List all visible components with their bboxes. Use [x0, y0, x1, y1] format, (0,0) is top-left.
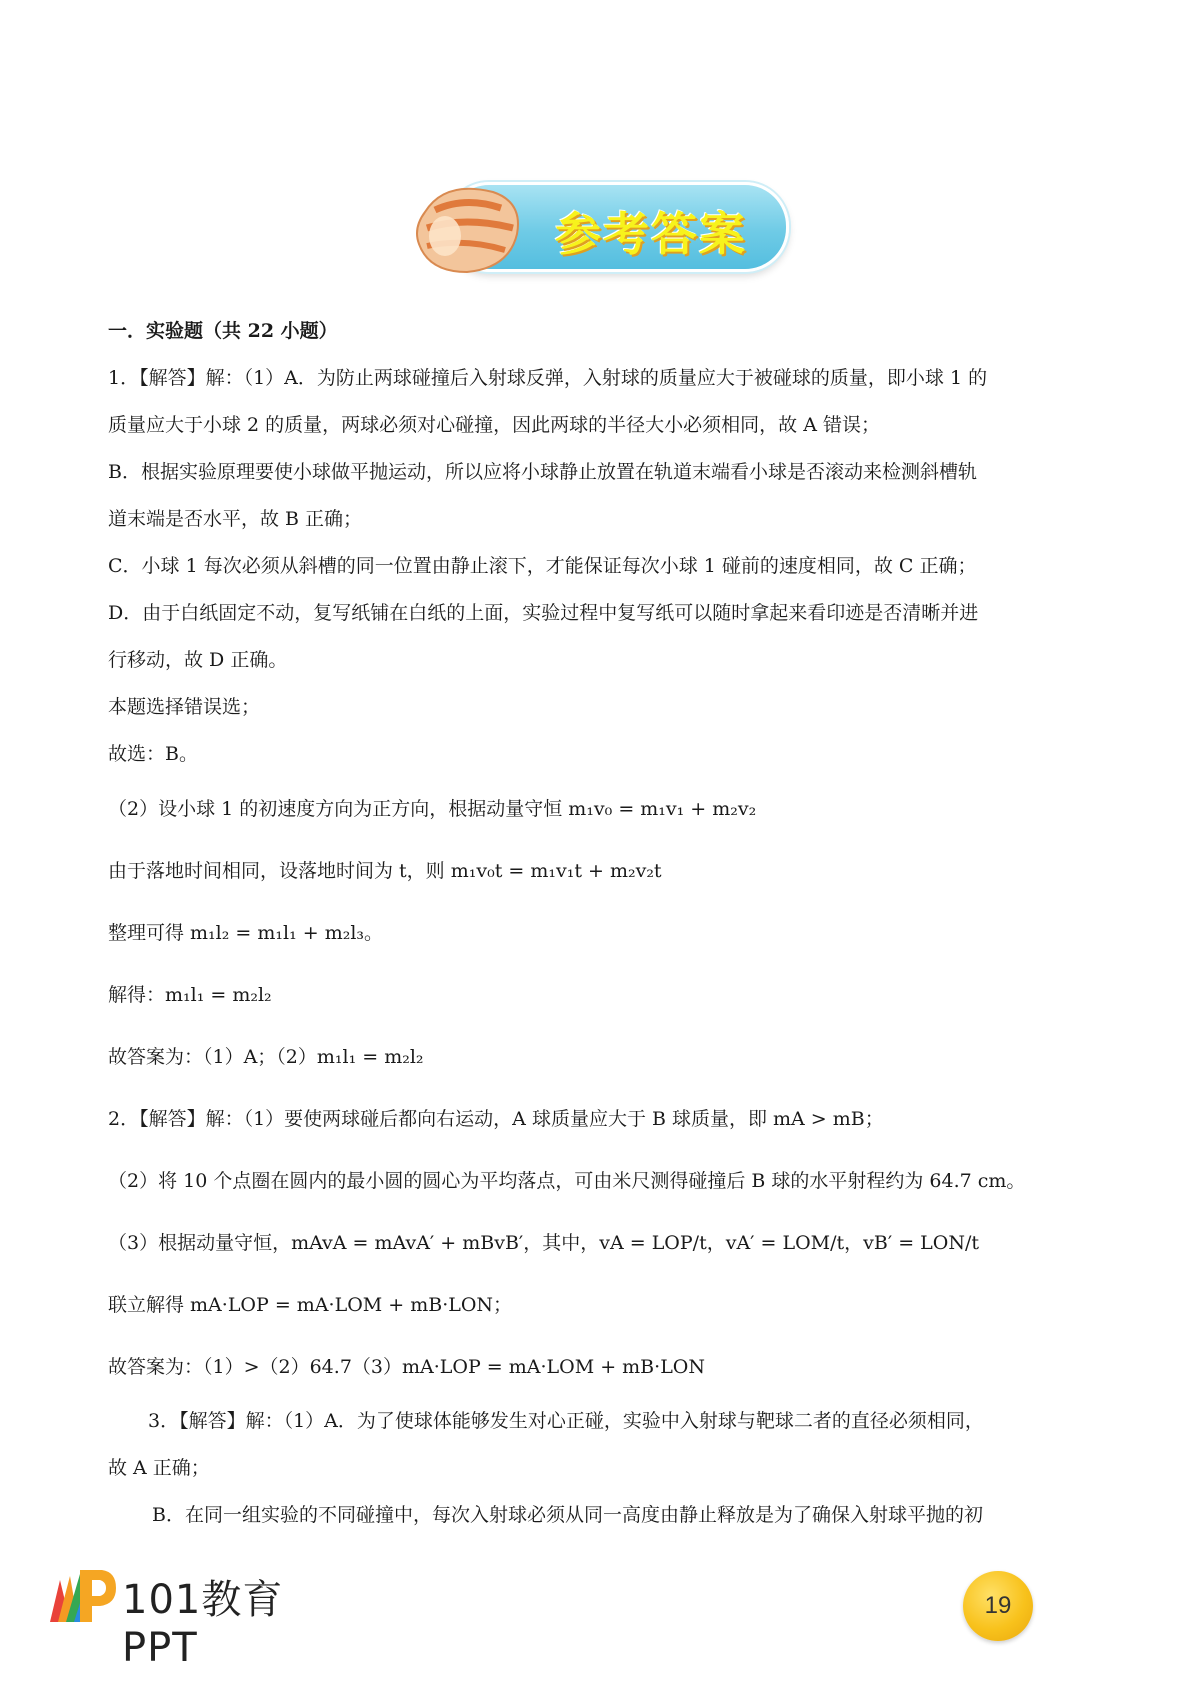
- q1-line-1: 1．【解答】解：（1）A．为防止两球碰撞后入射球反弹，入射球的质量应大于被碰球的质量，即小球 1 的: [108, 367, 988, 389]
- q1-line-7: 行移动，故 D 正确。: [108, 649, 288, 671]
- q1-line-4: 道末端是否水平，故 B 正确；: [108, 508, 363, 530]
- q1-line-8: 本题选择错误选；: [108, 696, 261, 718]
- seashell-icon: [405, 172, 533, 284]
- q3-line-1: 3．【解答】解：（1）A．为了使球体能够发生对心正碰，实验中入射球与靶球二者的直径必须相同，: [148, 1410, 984, 1432]
- page-number: 19: [963, 1571, 1033, 1641]
- q3-line-3: B．在同一组实验的不同碰撞中，每次入射球必须从同一高度由静止释放是为了确保入射球平抛的初: [152, 1504, 983, 1526]
- answer-content: [108, 308, 1098, 1539]
- logo-fan-icon: [40, 1560, 120, 1630]
- q1-line-12: 整理可得 m₁l₂ = m₁l₁ + m₂l₃。: [108, 922, 384, 944]
- footer-logo: [40, 1560, 340, 1671]
- q1-line-13: 解得：m₁l₁ = m₂l₂: [108, 984, 272, 1006]
- q3-line-2: 故 A 正确；: [108, 1457, 210, 1479]
- section-heading: 一．实验题（共 22 小题）: [108, 320, 338, 342]
- answer-banner: [405, 172, 791, 284]
- q1-line-5: C．小球 1 每次必须从斜槽的同一位置由静止滚下，才能保证每次小球 1 碰前的速度相同，故 C 正确；: [108, 555, 977, 577]
- q1-line-2: 质量应大于小球 2 的质量，两球必须对心碰撞，因此两球的半径大小必须相同，故 A 错误；: [108, 414, 880, 436]
- q2-line-4: 联立解得 mA·LOP = mA·LOM + mB·LON；: [108, 1294, 513, 1316]
- q1-line-10: （2）设小球 1 的初速度方向为正方向，根据动量守恒 m₁v₀ = m₁v₁ + m₂v₂: [108, 798, 757, 820]
- q2-line-2: （2）将 10 个点圈在圆内的最小圆的圆心为平均落点，可由米尺测得碰撞后 B 球的水平射程约为 64.7 cm。: [108, 1170, 1026, 1192]
- q1-line-6: D．由于白纸固定不动，复写纸铺在白纸的上面，实验过程中复写纸可以随时拿起来看印迹是否清晰并进: [108, 602, 979, 624]
- q2-line-1: 2．【解答】解：（1）要使两球碰后都向右运动，A 球质量应大于 B 球质量，即 mA > mB；: [108, 1108, 884, 1130]
- logo-text: 101教育PPT: [122, 1577, 284, 1671]
- q2-line-5: 故答案为：（1）>（2）64.7（3）mA·LOP = mA·LOM + mB·LON: [108, 1356, 706, 1378]
- q1-line-9: 故选：B。: [108, 743, 198, 765]
- q1-line-11: 由于落地时间相同，设落地时间为 t，则 m₁v₀t = m₁v₁t + m₂v₂t: [108, 860, 662, 882]
- q1-line-14: 故答案为：（1）A；（2）m₁l₁ = m₂l₂: [108, 1046, 424, 1068]
- q1-line-3: B．根据实验原理要使小球做平抛运动，所以应将小球静止放置在轨道末端看小球是否滚动来检测斜槽轨: [108, 461, 977, 483]
- q2-line-3: （3）根据动量守恒，mAvA = mAvA′ + mBvB′，其中，vA = LOP/t，vA′ = LOM/t，vB′ = LON/t: [108, 1232, 980, 1254]
- banner-title: 参考答案: [555, 207, 747, 261]
